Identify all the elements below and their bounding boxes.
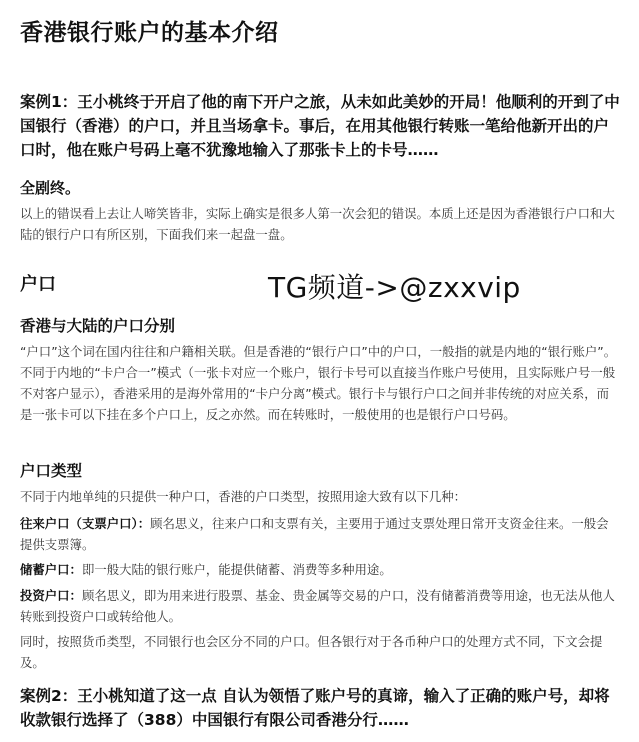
watermark-text: TG频道->@zxxvip [268,271,521,304]
subsection-2-note: 同时，按照货币类型，不同银行也会区分不同的户口。但各银行对于各币种户口的处理方式不同，下文会提及。 [20,634,603,670]
intro-paragraph: 以上的错误看上去让人啼笑皆非，实际上确实是很多人第一次会犯的错误。本质上还是因为香港银行户口和大陆的银行户口有所区别，下面我们来一起盘一盘。 [20,206,615,242]
case1-paragraph: 案例1：王小桃终于开启了他的南下开户之旅，从未如此美妙的开局！他顺利的开到了中国银行（香港）的户口，并且当场拿卡。事后，在用其他银行转账一笔给他新开出的户口时，他在账户号码上毫不犹豫地输入了那张卡上的卡号…… [20,93,620,159]
subsection-2-lead: 不同于内地单纯的只提供一种户口，香港的户口类型，按照用途大致有以下几种： [20,489,467,504]
list-item [20,559,620,580]
list-item [20,513,620,555]
case2-paragraph: 案例2：王小桃知道了这一点 自认为领悟了账户号的真谛，输入了正确的账户号，却将收款银行选择了（388）中国银行有限公司香港分行…… [20,687,610,729]
subsection-heading-2: 户口类型 [20,462,83,480]
list-item-desc: 顾名思义，即为用来进行股票、基金、贵金属等交易的户口，没有储蓄消费等用途，也无法从他人转账到投资户口或转给他人。 [20,588,615,624]
section-heading: 户口 [20,274,56,295]
page-title: 香港银行账户的基本介绍 [20,20,279,46]
subsection-heading-1: 香港与大陆的户口分别 [20,317,176,335]
list-item-term: 储蓄户口： [20,562,82,577]
list-item-desc: 顾名思义，往来户口和支票有关，主要用于通过支票处理日常开支资金往来。一般会提供支票簿。 [20,516,609,552]
list-item [20,585,620,627]
ending-text: 全剧终。 [20,179,81,197]
subsection-1-body: “户口”这个词在国内往往和户籍相关联。但是香港的“银行户口”中的户口，一般指的就是内地的“银行账户”。不同于内地的“卡户合一”模式（一张卡对应一个账户，银行卡号可以直接当作账户号使用，且实际账户号一般不对客户显示），香港采用的是海外常用的“卡户分离”模式。银行卡与银行户口之间并非传统的对应关系，而是一张卡可以下挂在多个户口上，反之亦然。而在转账时，一般使用的也是银行户口号码。 [20,344,617,422]
list-item-term: 投资户口： [20,588,82,603]
list-item-desc: 即一般大陆的银行账户，能提供储蓄、消费等多种用途。 [81,562,392,577]
list-item-term: 往来户口（支票户口）： [20,516,151,531]
